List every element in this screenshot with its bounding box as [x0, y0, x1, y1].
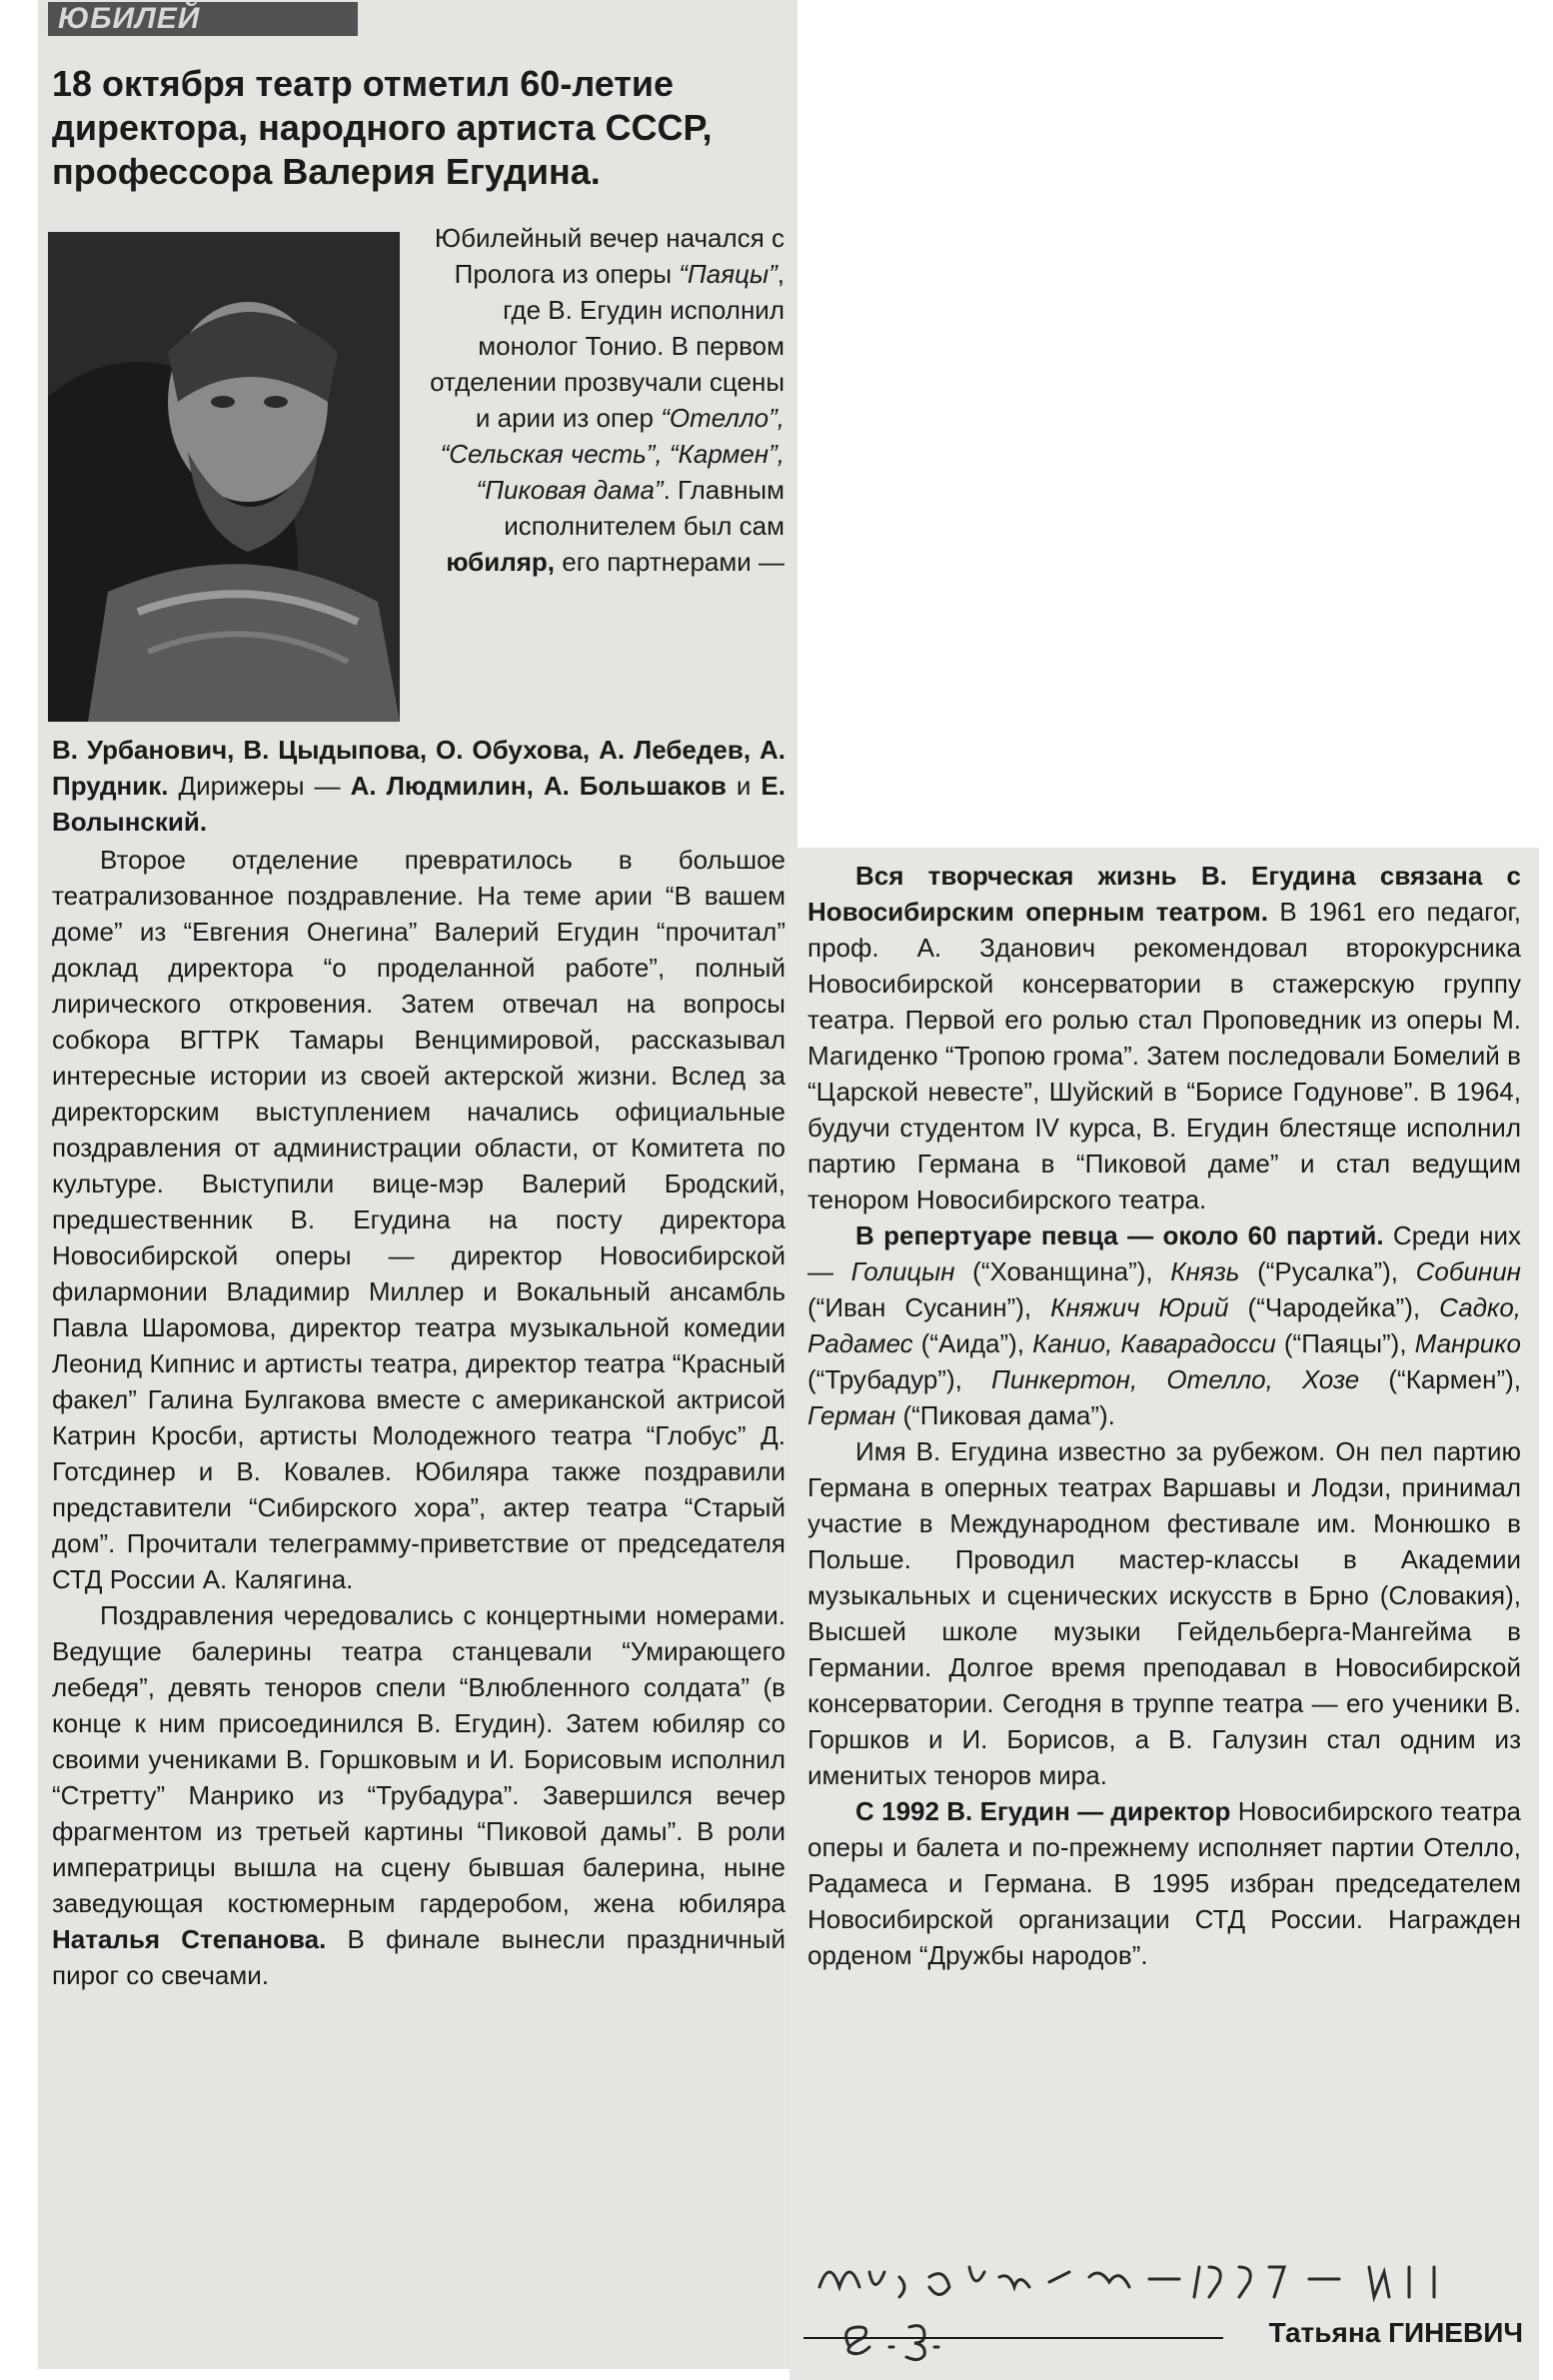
right-paragraph-1-text: В 1961 его педагог, проф. А. Зданович рекомендовал второкурсника Новосибирской консерватории в стажерскую группу театра. Первой его ролью стал Проповедник из оперы М. Магиденко “Тропою грома”. Затем последовали Бомелий в “Царской невесте”, Шуйский в “Борисе Годунове”. В 1964, будучи студентом IV курса, В. Егудин блестяще исполнил партию Германа в “Пиковой даме” и стал ведущим тенором Новосибирского театра.: [807, 897, 1521, 1214]
left-paragraph-2-text: Поздравления чередовались с концертными номерами. Ведущие балерины театра станцевали “Умирающего лебедя”, девять теноров спели “Влюбленного солдата” (в конце к ним присоединился В. Егудин). Затем юбиляр со своими учениками В. Горшковым и И. Борисовым исполнил “Стретту” Манрико из “Трубадура”. Завершился вечер фрагментом из третьей картины “Пиковой дамы”. В роли императрицы вышла на сцену бывшая балерина, ныне заведующая костюмерным гардеробом, жена юбиляра: [52, 1600, 785, 1918]
conductors-and: и: [726, 771, 762, 801]
intro-text: [410, 220, 784, 580]
opera-1: (“Хованщина”),: [954, 1256, 1171, 1286]
right-paragraph-1: [807, 858, 1521, 1217]
portrait-illustration: [48, 232, 400, 722]
opera-6: (“Паяцы”),: [1275, 1328, 1415, 1358]
intro-opera-1: “Паяцы”: [679, 259, 777, 289]
intro-text-2: , где В. Егудин исполнил монолог Тонио. В первом отделении прозвучали сцены и арии из опер: [430, 259, 784, 433]
partners-text: [52, 732, 785, 840]
right-body: [807, 858, 1521, 1973]
conductor-3: Е. Волынский.: [52, 771, 785, 837]
author-rule: [803, 2337, 1223, 2339]
role-9: Герман: [807, 1400, 896, 1430]
opera-7: (“Трубадур”),: [807, 1364, 992, 1394]
right-clipping: [789, 848, 1539, 2380]
handwritten-note: [809, 2247, 1509, 2367]
opera-4: (“Чародейка”),: [1228, 1292, 1440, 1322]
left-clipping: [38, 0, 797, 2369]
left-paragraph-2-end: В финале вынесли праздничный пирог со свечами.: [52, 1924, 785, 1990]
right-paragraph-2-lead: В репертуаре певца — около 60 партий.: [855, 1220, 1384, 1250]
headline: 18 октября театр отметил 60-летие директора, народного артиста СССР, профессора Валерия Егудина.: [52, 63, 713, 192]
opera-2: (“Русалка”),: [1239, 1256, 1416, 1286]
intro-text-4: его партнерами —: [555, 547, 784, 577]
intro-text-1: Юбилейный вечер начался с Пролога из оперы: [434, 223, 784, 289]
role-2: Князь: [1170, 1256, 1240, 1286]
right-paragraph-1-lead: Вся творческая жизнь В. Егудина связана с Новосибирским оперным театром.: [807, 861, 1521, 927]
role-8: Пинкертон, Отелло, Хозе: [991, 1364, 1360, 1394]
left-paragraph-1: Второе отделение превратилось в большое театрализованное поздравление. На теме арии “В вашем доме” из “Евгения Онегина” Валерий Егудин “прочитал” доклад директора “о проделанной работе”, полный лирического откровения. Затем отвечал на вопросы собкора ВГТРК Тамары Венцимировой, рассказывал интересные истории из своей актерской жизни. Вслед за директорским выступлением начались официальные поздравления от администрации области, от Комитета по культуре. Выступили вице-мэр Валерий Бродский, предшественник В. Егудина на посту директора Новосибирской оперы — директор Новосибирской филармонии Владимир Миллер и Вокальный ансамбль Павла Шаромова, директор театра музыкальной комедии Леонид Кипнис и артисты театра, директор театра “Красный факел” Галина Булгакова вместе с американской актрисой Катрин Кросби, артисты Молодежного театра “Глобус” Д. Готсдинер и В. Ковалев. Юбиляра также поздравили представители “Сибирского хора”, актер театра “Старый дом”. Прочитали телеграмму-приветствие от председателя СТД России А. Калягина.: [52, 845, 785, 1594]
conductors-names: А. Людмилин, А. Большаков: [350, 771, 727, 801]
right-paragraph-4-lead: С 1992 В. Егудин — директор: [855, 1796, 1231, 1826]
role-4: Княжич Юрий: [1050, 1292, 1229, 1322]
conductors-label: Дирижеры —: [168, 771, 351, 801]
role-7: Манрико: [1414, 1328, 1521, 1358]
right-paragraph-4-text: Новосибирского театра оперы и балета и по-прежнему исполняет партии Отелло, Радамеса и Германа. В 1995 избран председателем Новосибирской организации СТД России. Награжден орденом “Дружбы народов”.: [807, 1796, 1522, 1970]
role-3: Собинин: [1415, 1256, 1521, 1286]
left-body: [52, 842, 785, 1993]
role-1: Голицын: [850, 1256, 955, 1286]
rubric-label: ЮБИЛЕЙ: [48, 2, 358, 36]
left-paragraph-2: [52, 1597, 785, 1993]
roles-intro: Среди них —: [807, 1220, 1521, 1286]
portrait-photo: [48, 232, 400, 722]
opera-8: (“Кармен”),: [1359, 1364, 1521, 1394]
left-paragraph-2-name: Наталья Степанова.: [52, 1924, 327, 1954]
author-name: Татьяна ГИНЕВИЧ: [1268, 2317, 1523, 2348]
right-paragraph-3: Имя В. Егудина известно за рубежом. Он пел партию Германа в оперных театрах Варшавы и Лодзи, принимал участие в Международном фестивале им. Монюшко в Польше. Проводил мастер-классы в Академии музыкальных и сценических искусств в Брно (Словакия), Высшей школе музыки Гейдельберга-Мангейма в Германии. Долгое время преподавал в Новосибирской консерватории. Сегодня в труппе театра — его ученики В. Горшков и И. Борисов, а В. Галузин стал одним из именитых теноров мира.: [807, 1436, 1521, 1790]
partners-names: В. Урбанович, В. Цыдыпова, О. Обухова, А. Лебедев, А. Прудник.: [52, 735, 785, 801]
intro-hero: юбиляр,: [446, 547, 556, 577]
opera-5: (“Аида”),: [912, 1328, 1033, 1358]
intro-text-3: . Главным исполнителем был сам: [504, 475, 784, 541]
role-5: Садко, Радамес: [807, 1292, 1521, 1358]
right-paragraph-4: [807, 1793, 1521, 1973]
opera-9: (“Пиковая дама”).: [895, 1400, 1115, 1430]
opera-3: (“Иван Сусанин”),: [807, 1292, 1051, 1322]
role-6: Канио, Каварадосси: [1032, 1328, 1276, 1358]
intro-operas: “Отелло”, “Сельская честь”, “Кармен”, “Пиковая дама”: [440, 403, 784, 505]
right-paragraph-2: [807, 1217, 1521, 1433]
